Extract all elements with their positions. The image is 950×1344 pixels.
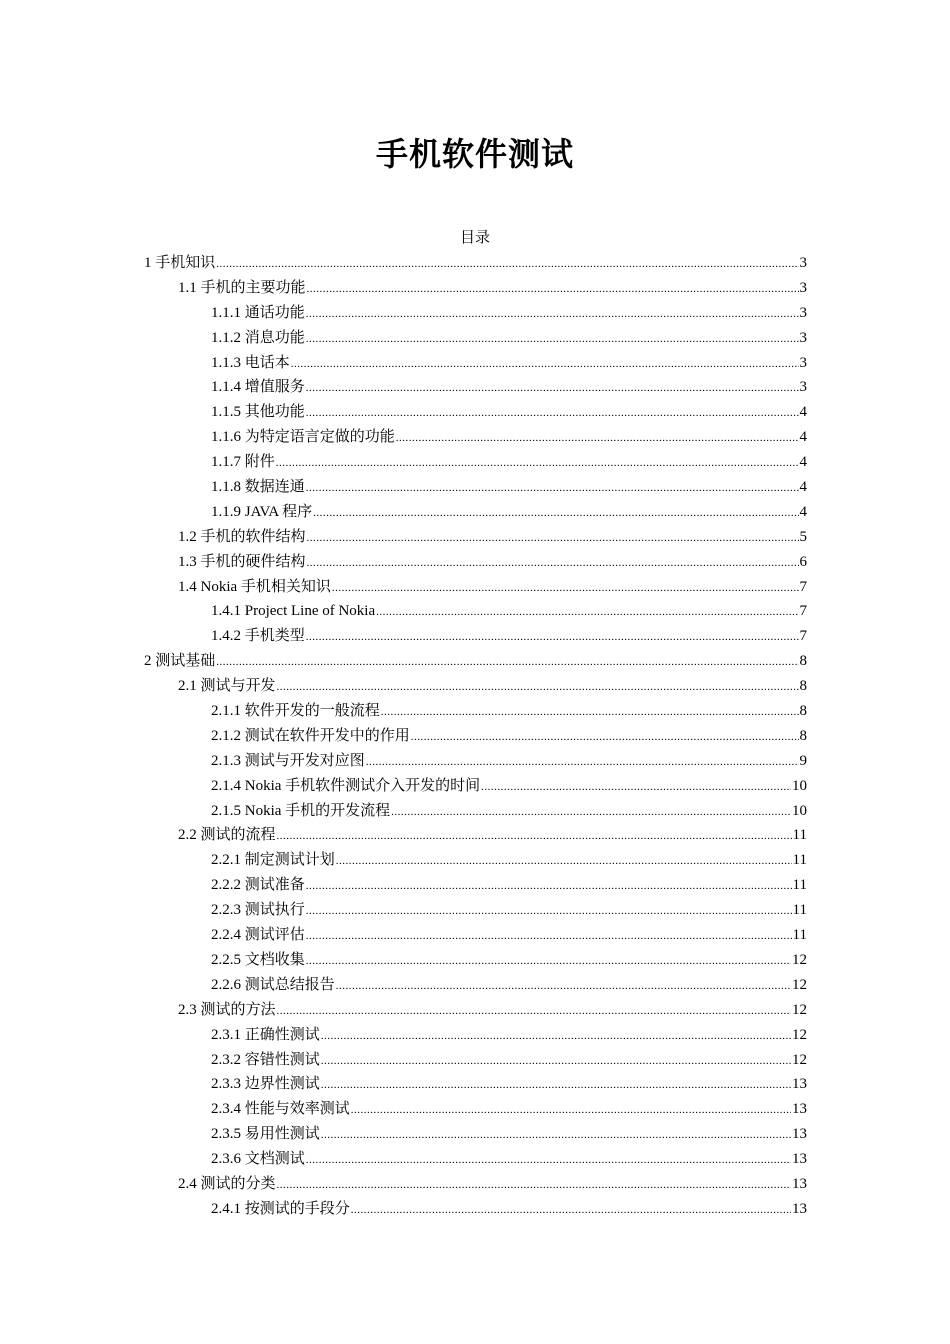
toc-entry-title: 2.3.4 性能与效率测试 xyxy=(211,1101,350,1118)
toc-entry-page-number: 4 xyxy=(799,404,807,421)
toc-dot-leader xyxy=(216,252,798,276)
toc-entry-title: 2.1 测试与开发 xyxy=(178,678,276,695)
toc-entry-title: 2.2.3 测试执行 xyxy=(211,902,305,919)
toc-entry-page-number: 11 xyxy=(792,902,807,919)
toc-entry-title: 1.1.2 消息功能 xyxy=(211,329,305,346)
toc-dot-leader xyxy=(216,650,798,674)
toc-entry-title: 2.3.6 文档测试 xyxy=(211,1151,305,1168)
toc-entry[interactable] xyxy=(144,1147,807,1172)
toc-entry-title: 2.1.5 Nokia 手机的开发流程 xyxy=(211,802,391,819)
toc-dot-leader xyxy=(481,775,791,799)
toc-entry-page-number: 12 xyxy=(792,1026,807,1043)
toc-entry-title: 2.2.6 测试总结报告 xyxy=(211,976,335,993)
toc-entry-title: 2.2 测试的流程 xyxy=(178,827,276,844)
toc-entry[interactable] xyxy=(144,599,807,624)
toc-entry[interactable] xyxy=(144,998,807,1023)
toc-entry[interactable] xyxy=(144,923,807,948)
toc-entry-page-number: 4 xyxy=(799,454,807,471)
toc-entry-title: 1.1.1 通话功能 xyxy=(211,304,305,321)
toc-entry[interactable] xyxy=(144,301,807,326)
toc-dot-leader xyxy=(306,401,799,425)
toc-entry-title: 1 手机知识 xyxy=(144,255,216,271)
toc-dot-leader xyxy=(321,1073,791,1097)
toc-entry-page-number: 10 xyxy=(792,777,807,794)
toc-dot-leader xyxy=(277,1173,791,1197)
toc-entry-page-number: 3 xyxy=(799,255,807,271)
toc-entry[interactable] xyxy=(144,749,807,774)
toc-entry[interactable] xyxy=(144,624,807,649)
toc-entry[interactable] xyxy=(144,500,807,525)
toc-entry[interactable] xyxy=(144,649,807,674)
toc-dot-leader xyxy=(351,1098,791,1122)
toc-entry-page-number: 12 xyxy=(792,1051,807,1068)
toc-entry-title: 1.3 手机的硬件结构 xyxy=(178,553,306,570)
toc-dot-leader xyxy=(306,302,799,326)
toc-entry-page-number: 7 xyxy=(799,603,807,620)
toc-entry-title: 2.2.4 测试评估 xyxy=(211,927,305,944)
toc-entry-title: 1.1.8 数据连通 xyxy=(211,479,305,496)
toc-dot-leader xyxy=(396,426,799,450)
toc-dot-leader xyxy=(321,1123,791,1147)
toc-entry[interactable] xyxy=(144,848,807,873)
toc-entry-page-number: 8 xyxy=(799,727,807,744)
toc-entry[interactable] xyxy=(144,400,807,425)
toc-entry[interactable] xyxy=(144,1122,807,1147)
toc-entry-title: 2.3.1 正确性测试 xyxy=(211,1026,320,1043)
toc-dot-leader xyxy=(332,576,799,600)
toc-entry[interactable] xyxy=(144,575,807,600)
toc-dot-leader xyxy=(306,376,799,400)
toc-entry-title: 1.4.2 手机类型 xyxy=(211,628,305,645)
toc-entry[interactable] xyxy=(144,1097,807,1122)
toc-entry[interactable] xyxy=(144,475,807,500)
toc-entry-page-number: 3 xyxy=(799,279,807,296)
toc-entry-title: 2.1.2 测试在软件开发中的作用 xyxy=(211,727,410,744)
toc-dot-leader xyxy=(411,725,799,749)
toc-entry[interactable] xyxy=(144,425,807,450)
toc-entry-title: 1.1 手机的主要功能 xyxy=(178,279,306,296)
toc-entry-page-number: 10 xyxy=(792,802,807,819)
toc-entry-title: 1.4.1 Project Line of Nokia xyxy=(211,603,376,620)
toc-entry-page-number: 9 xyxy=(799,752,807,769)
toc-entry-title: 1.2 手机的软件结构 xyxy=(178,528,306,545)
toc-entry-title: 2.3.5 易用性测试 xyxy=(211,1126,320,1143)
toc-dot-leader xyxy=(321,1024,791,1048)
toc-entry-page-number: 3 xyxy=(799,329,807,346)
toc-dot-leader xyxy=(276,451,799,475)
toc-entry[interactable] xyxy=(144,351,807,376)
toc-dot-leader xyxy=(277,999,791,1023)
toc-entry-title: 2.1.3 测试与开发对应图 xyxy=(211,752,365,769)
toc-entry[interactable] xyxy=(144,1023,807,1048)
toc-entry[interactable] xyxy=(144,774,807,799)
toc-entry-page-number: 13 xyxy=(792,1151,807,1168)
toc-dot-leader xyxy=(376,600,798,624)
toc-entry-title: 2.4.1 按测试的手段分 xyxy=(211,1200,350,1217)
toc-dot-leader xyxy=(306,327,799,351)
toc-dot-leader xyxy=(391,800,791,824)
toc-heading: 目录 xyxy=(459,230,490,246)
toc-dot-leader xyxy=(306,625,799,649)
toc-entry[interactable] xyxy=(144,674,807,699)
toc-dot-leader xyxy=(336,974,791,998)
toc-dot-leader xyxy=(307,277,799,301)
toc-dot-leader xyxy=(277,824,792,848)
toc-entry[interactable] xyxy=(144,1072,807,1097)
toc-dot-leader xyxy=(277,675,799,699)
toc-entry-title: 1.1.7 附件 xyxy=(211,454,275,471)
toc-entry-title: 2.2.1 制定测试计划 xyxy=(211,852,335,869)
toc-entry-page-number: 5 xyxy=(799,528,807,545)
toc-entry-title: 2.2.2 测试准备 xyxy=(211,877,305,894)
toc-entry[interactable] xyxy=(144,973,807,998)
toc-entry-page-number: 11 xyxy=(792,852,807,869)
toc-entry-page-number: 12 xyxy=(792,976,807,993)
toc-entry-page-number: 11 xyxy=(792,877,807,894)
toc-entry[interactable] xyxy=(144,251,807,276)
toc-entry-title: 2.1.4 Nokia 手机软件测试介入开发的时间 xyxy=(211,777,481,794)
toc-entry-title: 2.2.5 文档收集 xyxy=(211,951,305,968)
toc-entry-page-number: 13 xyxy=(792,1076,807,1093)
toc-dot-leader xyxy=(306,899,792,923)
toc-entry-title: 2.3 测试的方法 xyxy=(178,1001,276,1018)
toc-entry-page-number: 13 xyxy=(792,1126,807,1143)
toc-entry-page-number: 13 xyxy=(792,1175,807,1192)
toc-entry[interactable] xyxy=(144,375,807,400)
toc-entry[interactable] xyxy=(144,326,807,351)
toc-dot-leader xyxy=(381,700,799,724)
toc-entry-page-number: 12 xyxy=(792,1001,807,1018)
toc-dot-leader xyxy=(307,526,799,550)
toc-entry-title: 2.3.2 容错性测试 xyxy=(211,1051,320,1068)
toc-entry-title: 2.3.3 边界性测试 xyxy=(211,1076,320,1093)
toc-entry-page-number: 3 xyxy=(799,354,807,371)
document-title: 手机软件测试 xyxy=(375,135,574,173)
toc-entry-title: 2 测试基础 xyxy=(144,653,216,670)
toc-entry[interactable] xyxy=(144,799,807,824)
toc-dot-leader xyxy=(306,874,792,898)
toc-dot-leader xyxy=(306,476,799,500)
toc-entry-page-number: 8 xyxy=(799,703,807,720)
toc-entry[interactable] xyxy=(144,873,807,898)
toc-entry-page-number: 8 xyxy=(799,678,807,695)
toc-entry[interactable] xyxy=(144,1172,807,1197)
toc-dot-leader xyxy=(306,1148,791,1172)
toc-entry[interactable] xyxy=(144,699,807,724)
toc-entry-title: 1.1.6 为特定语言定做的功能 xyxy=(211,429,395,446)
toc-entry-page-number: 12 xyxy=(792,951,807,968)
toc-dot-leader xyxy=(307,551,799,575)
toc-dot-leader xyxy=(313,501,798,525)
toc-entry[interactable] xyxy=(144,450,807,475)
toc-entry[interactable] xyxy=(144,724,807,749)
toc-entry-page-number: 4 xyxy=(799,503,807,520)
toc-entry-page-number: 13 xyxy=(792,1200,807,1217)
toc-dot-leader xyxy=(306,924,792,948)
toc-entry-page-number: 6 xyxy=(799,553,807,570)
toc-entry-title: 1.1.4 增值服务 xyxy=(211,379,305,396)
toc-entry[interactable] xyxy=(144,1048,807,1073)
toc-entry[interactable] xyxy=(144,1197,807,1222)
toc-entry[interactable] xyxy=(144,898,807,923)
toc-entry-page-number: 11 xyxy=(792,827,807,844)
toc-entry-page-number: 7 xyxy=(799,578,807,595)
toc-dot-leader xyxy=(291,352,799,376)
toc-entry-title: 1.1.5 其他功能 xyxy=(211,404,305,421)
toc-entry[interactable] xyxy=(144,550,807,575)
toc-entry-page-number: 11 xyxy=(792,927,807,944)
toc-entry-title: 2.4 测试的分类 xyxy=(178,1175,276,1192)
toc-entry-page-number: 13 xyxy=(792,1101,807,1118)
toc-dot-leader xyxy=(366,750,799,774)
toc-entry[interactable] xyxy=(144,823,807,848)
toc-entry-page-number: 3 xyxy=(799,379,807,396)
toc-entry-page-number: 4 xyxy=(799,479,807,496)
toc-entry-title: 1.1.3 电话本 xyxy=(211,354,290,371)
toc-entry-page-number: 3 xyxy=(799,304,807,321)
toc-entry[interactable] xyxy=(144,525,807,550)
toc-dot-leader xyxy=(351,1198,791,1222)
toc-entry-page-number: 4 xyxy=(799,429,807,446)
toc-dot-leader xyxy=(336,849,792,873)
toc-dot-leader xyxy=(321,1049,791,1073)
toc-entry-page-number: 8 xyxy=(799,653,807,670)
toc-dot-leader xyxy=(306,949,791,973)
toc-entry[interactable] xyxy=(144,948,807,973)
toc-entry-title: 1.4 Nokia 手机相关知识 xyxy=(178,578,331,595)
toc-entry-title: 2.1.1 软件开发的一般流程 xyxy=(211,703,380,720)
toc-entry-page-number: 7 xyxy=(799,628,807,645)
toc-entry-title: 1.1.9 JAVA 程序 xyxy=(211,503,313,520)
table-of-contents xyxy=(144,251,807,1222)
toc-entry[interactable] xyxy=(144,276,807,301)
